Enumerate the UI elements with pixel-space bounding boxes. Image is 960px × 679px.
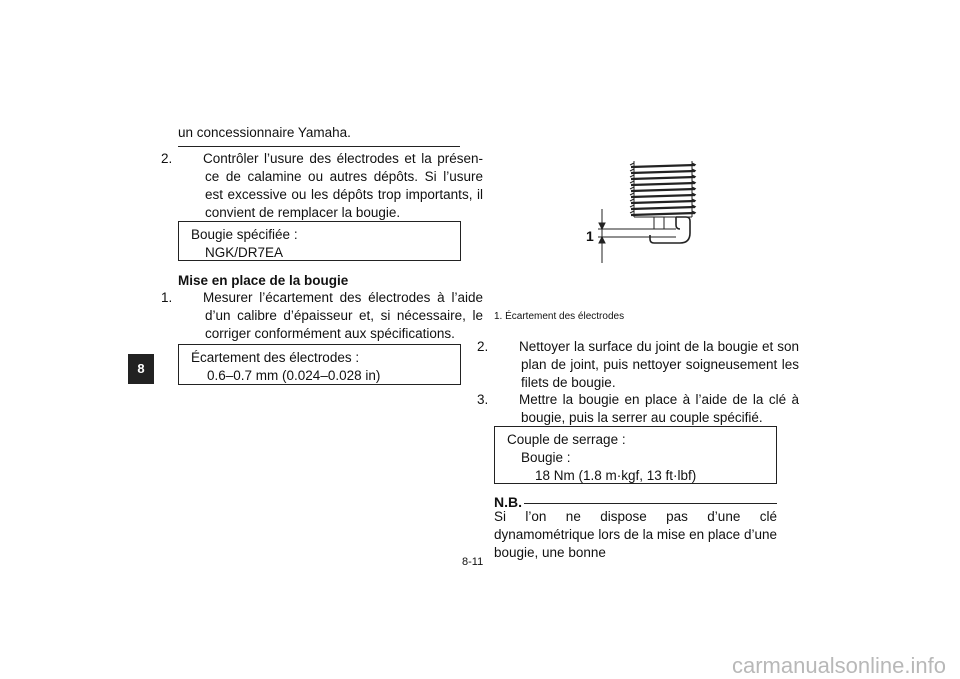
check-electrodes-step (161, 150, 483, 222)
spark-plug-illustration (576, 155, 706, 265)
torque-spec-box (494, 426, 777, 484)
clean-gasket-step (477, 338, 799, 392)
step-number: 2. (161, 151, 173, 166)
install-plug-step (477, 391, 799, 427)
gap-value: 0.6–0.7 mm (0.024–0.028 in) (207, 368, 381, 383)
figure-callout: 1 (586, 228, 594, 244)
step-number: 1. (161, 290, 173, 305)
step-text: Nettoyer la surface du joint de la bougie et son plan de joint, puis nettoyer soigneusement les filets de bougie. (519, 339, 799, 390)
measure-gap-step (161, 289, 483, 343)
step-text: Mettre la bougie en place à l’aide de la clé à bougie, puis la serrer au couple spécifié. (519, 392, 799, 425)
install-heading: Mise en place de la bougie (178, 273, 349, 288)
torque-sub-label: Bougie : (521, 450, 571, 465)
spec-label: Bougie spécifiée : (191, 227, 298, 242)
torque-label: Couple de serrage : (507, 432, 626, 447)
spark-plug-figure (576, 155, 706, 265)
intro-rule (178, 146, 460, 147)
electrode-gap-spec-box (178, 344, 461, 385)
spark-plug-spec-box (178, 221, 461, 261)
nb-label: N.B. (494, 494, 522, 510)
spec-value: NGK/DR7EA (205, 245, 284, 260)
watermark-text: carmanualsonline.info (731, 653, 946, 678)
figure-caption: 1. Écartement des électrodes (494, 311, 625, 322)
page-number: 8-11 (462, 556, 484, 568)
torque-value: 18 Nm (1.8 m·kgf, 13 ft·lbf) (535, 468, 697, 483)
section-tab: 8 (128, 354, 154, 384)
step-number: 3. (477, 392, 489, 407)
step-number: 2. (477, 339, 489, 354)
nb-text: Si l’on ne dispose pas d’une clé dynamométrique lors de la mise en place d’une bougie, une bonne (494, 509, 777, 560)
step-text: Contrôler l’usure des électrodes et la présen-ce de calamine ou autres dépôts. Si l’usure est excessive ou les dépôts trop importants, il convient de remplacer la bougie. (203, 151, 483, 220)
nb-rule (524, 503, 777, 504)
intro-text: un concessionnaire Yamaha. (178, 125, 351, 140)
gap-label: Écartement des électrodes : (191, 350, 360, 365)
step-text: Mesurer l’écartement des électrodes à l’aide d’un calibre d’épaisseur et, si nécessaire, le corriger conformément aux spécifications. (203, 290, 483, 341)
